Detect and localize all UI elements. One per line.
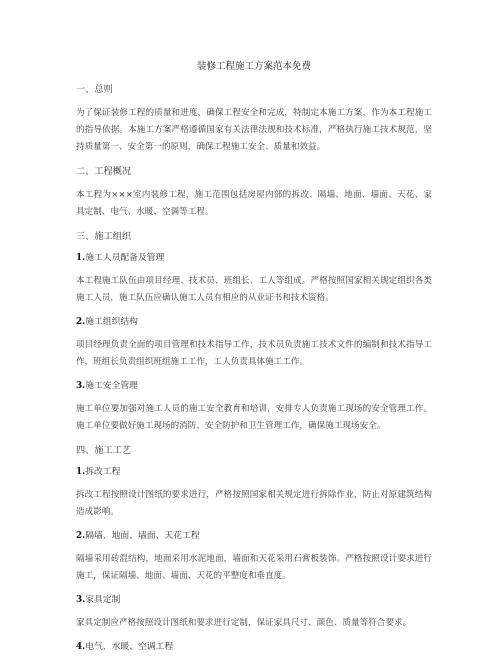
subheading-label: 电气、水暖、空调工程 (85, 642, 174, 652)
subheading-number: 1. (76, 467, 86, 477)
paragraph-walls: 隔墙采用砖混结构，地面采用水泥地面，墙面和天花采用石膏板装饰。严格按照设计要求进行施工，保证隔墙、地面、墙面、天花的平整度和垂直度。 (76, 554, 432, 581)
section-heading-process: 四、施工工艺 (76, 445, 132, 456)
subheading-label: 拆改工程 (85, 467, 121, 477)
section-heading-organization: 三、施工组织 (76, 231, 132, 242)
paragraph-overview: 本工程为×××室内装修工程，施工范围包括房屋内部的拆改、隔墙、地面、墙面、天花、家具定制、电气、水暖、空调等工程。 (76, 190, 432, 217)
subheading-safety (76, 380, 432, 393)
subheading-number: 2. (76, 531, 86, 541)
subheading-walls (76, 530, 432, 543)
subheading-number: 2. (76, 317, 86, 327)
subheading-number: 3. (76, 595, 86, 605)
paragraph-demolition: 拆改工程按照设计图纸的要求进行，严格按照国家相关规定进行拆除作业，防止对原建筑结构造成影响。 (76, 490, 432, 517)
subheading-label: 隔墙、地面、墙面、天花工程 (85, 531, 200, 541)
subheading-number: 1. (76, 253, 86, 263)
section-heading-overview: 二、工程概况 (76, 166, 132, 177)
paragraph-structure: 项目经理负责全面的项目管理和技术指导工作，技术员负责施工技术文件的编制和技术指导工作，班组长负责组织班组施工工作，工人负责具体施工工作。 (76, 340, 432, 367)
section-heading-general: 一、总则 (76, 84, 113, 95)
paragraph-general: 为了保证装修工程的质量和进度，确保工程安全和完成，特制定本施工方案，作为本工程施工的指导依据。本施工方案严格遵循国家有关法律法规和技术标准，严格执行施工技术规范，坚持质量第一、安全第一的原则，确保工程施工安全、质量和效益。 (76, 108, 432, 152)
subheading-structure (76, 316, 432, 329)
paragraph-safety: 施工单位要加强对施工人员的施工安全教育和培训，安排专人负责施工现场的安全管理工作。施工单位要做好施工现场的消防、安全防护和卫生管理工作，确保施工现场安全。 (76, 404, 432, 431)
subheading-furniture (76, 594, 432, 607)
paragraph-staffing: 本工程施工队伍由项目经理、技术员、班组长、工人等组成。严格按照国家相关规定组织各类施工人员，施工队伍应确认施工人员有相应的从业证书和技术资格。 (76, 276, 432, 303)
subheading-demolition (76, 466, 432, 479)
subheading-mep (76, 641, 432, 654)
subheading-label: 施工组织结构 (85, 317, 138, 327)
document-page (76, 60, 432, 662)
subheading-label: 施工人员配备及管理 (85, 253, 165, 263)
subheading-staffing (76, 252, 432, 265)
subheading-number: 4. (76, 642, 86, 652)
subheading-label: 家具定制 (85, 595, 121, 605)
paragraph-furniture: 家具定制应严格按照设计图纸和要求进行定制，保证家具尺寸、颜色、质量等符合要求。 (76, 618, 412, 628)
subheading-number: 3. (76, 381, 86, 391)
document-title: 装修工程施工方案范本免费 (196, 61, 311, 72)
subheading-label: 施工安全管理 (85, 381, 138, 391)
